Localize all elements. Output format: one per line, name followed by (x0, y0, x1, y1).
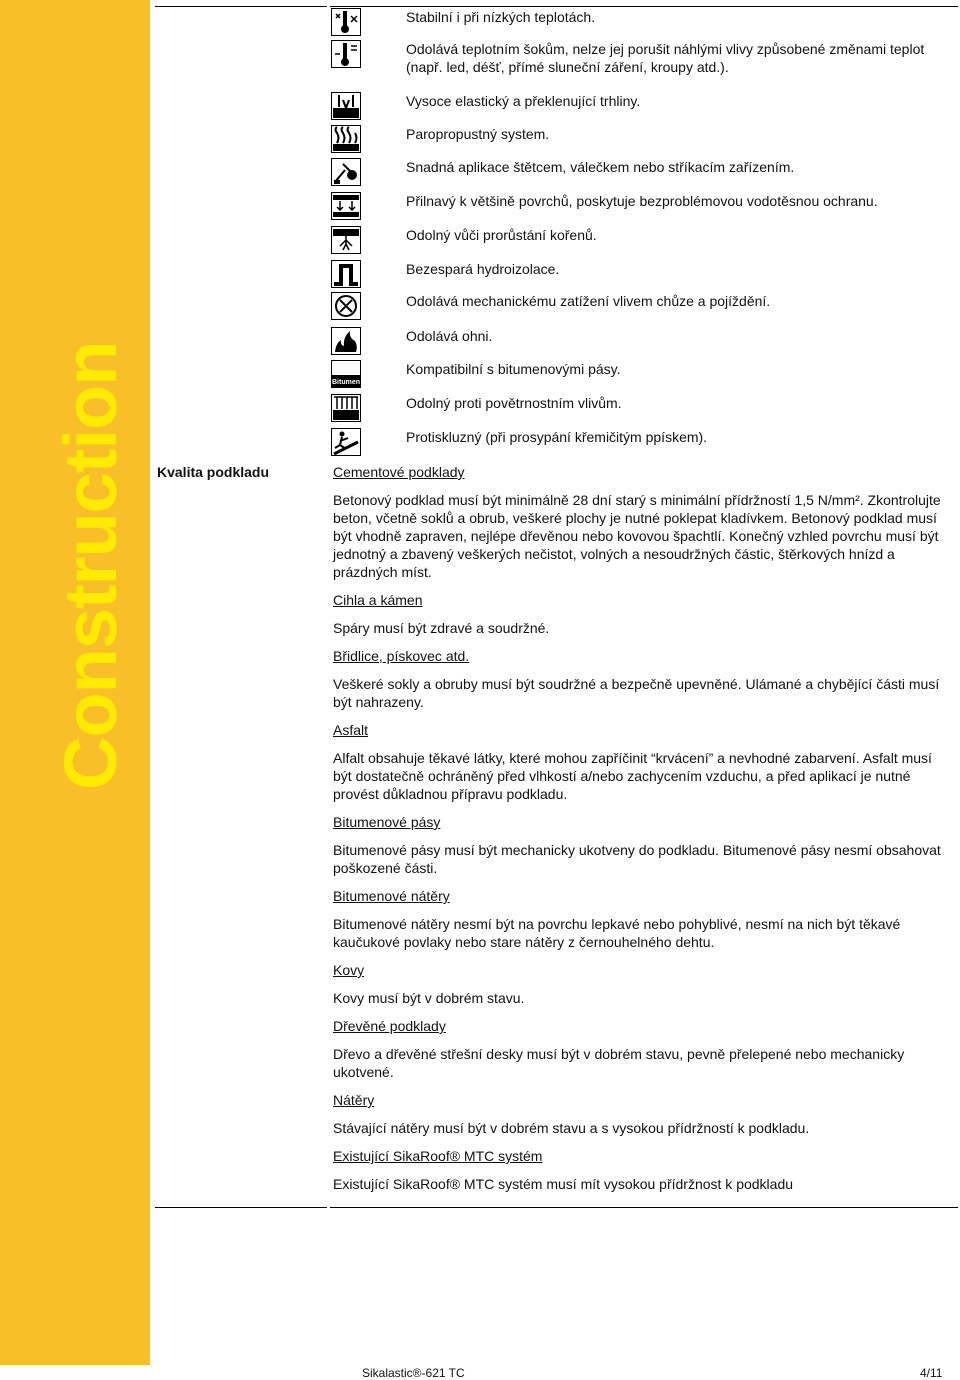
feature-row (330, 40, 960, 75)
substrate-heading: Dřevěné podklady (333, 1018, 446, 1034)
feature-text: Vysoce elastický a překlenující trhliny. (406, 93, 641, 109)
substrate-heading: Existující SikaRoof® MTC systém (333, 1148, 543, 1164)
feature-row (330, 260, 960, 290)
sidebar-word: Construction (49, 341, 132, 790)
root-resistant-icon (331, 226, 361, 254)
feature-text: Bezespará hydroizolace. (406, 261, 560, 277)
substrate-paragraph: Dřevo a dřevěné střešní desky musí být v dobrém stavu, pevně přelepené nebo mechanicky ukotvené. (333, 1046, 905, 1080)
substrate-paragraph: Alfalt obsahuje těkavé látky, které mohou zapříčinit “krvácení” a nevhodné zabarvení. Asfalt musí být dostatečně ochráněný před vlhkostí a/nebo zachycením vzduchu, a před aplikací je nutné provést důkladnou přípravu podkladu. (333, 750, 932, 802)
substrate-paragraph: Kovy musí být v dobrém stavu. (333, 990, 525, 1006)
feature-text: Snadná aplikace štětcem, válečkem nebo stříkacím zařízením. (406, 159, 795, 175)
feature-text: Přilnavý k většině povrchů, poskytuje bezproblémovou vodotěsnou ochranu. (406, 193, 878, 209)
bottom-rule-right (330, 1207, 958, 1208)
feature-row (330, 92, 960, 122)
substrate-heading: Cihla a kámen (333, 592, 423, 608)
top-rule-left (155, 6, 327, 7)
substrate-heading: Asfalt (333, 722, 369, 738)
substrate-heading: Cementové podklady (333, 464, 465, 480)
feature-row (330, 192, 960, 222)
feature-text: Odolný vůči prorůstání kořenů. (406, 227, 597, 243)
substrate-paragraph: Stávající nátěry musí být v dobrém stavu a s vysokou přídržností k podkladu. (333, 1120, 810, 1136)
substrate-paragraph: Veškeré sokly a obruby musí být soudržné a bezpečně upevněné. Ulámané a chybějící části musí být nahrazeny. (333, 676, 940, 710)
footer-product: Sikalastic®-621 TC (362, 1366, 465, 1380)
section-label: Kvalita podkladu (157, 464, 270, 480)
substrate-heading: Bitumenové nátěry (333, 888, 450, 904)
substrate-paragraph: Spáry musí být zdravé a soudržné. (333, 620, 550, 636)
feature-row (330, 360, 960, 390)
feature-text: Kompatibilní s bitumenovými pásy. (406, 361, 621, 377)
feature-text: Odolává mechanickému zatížení vlivem chůze a pojíždění. (406, 293, 771, 309)
substrate-paragraph: Existující SikaRoof® MTC systém musí mít vysokou přídržnost k podkladu (333, 1176, 794, 1192)
substrate-heading: Bitumenové pásy (333, 814, 441, 830)
feature-row (330, 327, 960, 357)
footer-page: 4/11 (920, 1366, 943, 1380)
vapour-permeable-icon (331, 125, 361, 153)
feature-row (330, 8, 960, 38)
bitumen-label: Bitumen (332, 379, 360, 386)
substrate-heading: Nátěry (333, 1092, 375, 1108)
bottom-rule-left (155, 1207, 327, 1208)
elastic-crack-icon (331, 92, 361, 120)
section-content (333, 463, 953, 1203)
feature-text: Odolává teplotním šokům, nelze jej porušit náhlými vlivy způsobené změnami teplot (např. led, déšť, přímé sluneční záření, kroupy atd.). (406, 41, 925, 75)
seamless-membrane-icon (331, 260, 361, 288)
mechanical-load-icon (331, 292, 361, 320)
substrate-heading: Břidlice, pískovec atd. (333, 648, 470, 664)
feature-text: Odolný proti povětrnostním vlivům. (406, 395, 622, 411)
feature-row (330, 158, 960, 188)
fire-resistant-icon (331, 327, 361, 355)
feature-text: Paropropustný system. (406, 126, 550, 142)
feature-text: Protiskluzný (při prosypání křemičitým ppískem). (406, 429, 708, 445)
bitumen-compatible-icon (331, 360, 361, 388)
thermometer-shock-icon (331, 40, 361, 68)
substrate-heading: Kovy (333, 962, 365, 978)
feature-text: Stabilní i při nízkých teplotách. (406, 9, 596, 25)
substrate-paragraph: Bitumenové nátěry nesmí být na povrchu lepkavé nebo pohyblivé, nesmí na nich být těkavé kaučukové povlaky nebo stare nátěry z černouhelného dehtu. (333, 916, 901, 950)
sidebar (0, 0, 150, 1365)
feature-row (330, 394, 960, 424)
anti-slip-icon (331, 428, 361, 456)
top-rule-right (330, 6, 958, 7)
adhesion-icon (331, 192, 361, 220)
substrate-paragraph: Betonový podklad musí být minimálně 28 dní starý s minimální přídržností 1,5 N/mm². Zkontrolujte beton, včetně soklů a obrub, veškeré plochy je nutné poklepat kladívkem. Betonový podklad musí být vhodně zapraven, nejlépe dřevěnou nebo kovovou špachtlí. Konečný vzhled povrchu musí být jednotný a zbavený veškerých nečistot, volných a nesoudržných částic, štěrkových hnízd a prázdných míst. (333, 492, 941, 580)
thermometer-snowflake-icon (331, 8, 361, 36)
feature-row (330, 125, 960, 155)
weather-resistant-icon (331, 394, 361, 422)
feature-text: Odolává ohni. (406, 328, 493, 344)
brush-roller-spray-icon (331, 158, 361, 186)
feature-row (330, 292, 960, 322)
feature-row (330, 226, 960, 256)
substrate-paragraph: Bitumenové pásy musí být mechanicky ukotveny do podkladu. Bitumenové pásy nesmí obsahovat poškozené části. (333, 842, 941, 876)
feature-row (330, 428, 960, 458)
